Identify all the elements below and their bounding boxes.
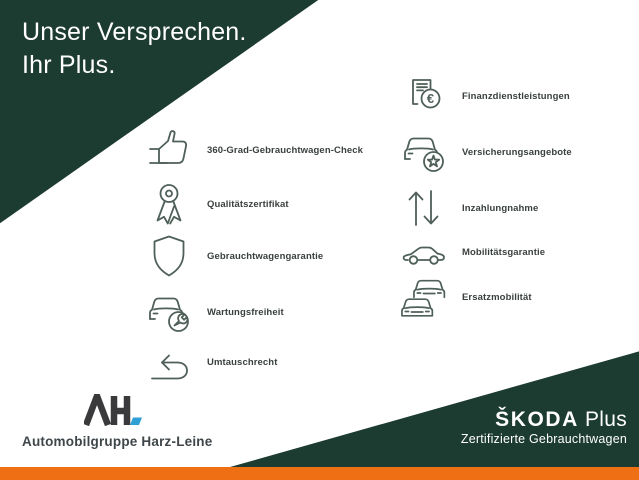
brand-wordmark: ŠKODA <box>495 408 579 431</box>
headline <box>22 16 247 82</box>
return-arrow-icon <box>143 338 195 386</box>
bottom-orange-bar <box>0 467 639 480</box>
brand-suffix: Plus <box>584 408 627 431</box>
headline-line2: Ihr Plus. <box>22 51 116 79</box>
feature-maintenance-free <box>143 288 284 336</box>
thumbs-up-icon <box>143 126 195 174</box>
feature-insurance-offers <box>398 128 572 176</box>
car-wrench-icon <box>143 288 195 336</box>
feature-replacement-mobility <box>398 273 532 321</box>
feature-360-check <box>143 126 363 174</box>
feature-label: Gebrauchtwagengarantie <box>207 250 324 262</box>
feature-used-car-warranty <box>143 232 323 280</box>
feature-label: Ersatzmobilität <box>462 291 532 303</box>
brand-tagline: Zertifizierte Gebrauchtwagen <box>460 432 627 446</box>
feature-mobility-guarantee <box>398 228 545 276</box>
car-side-icon <box>398 228 450 276</box>
euro-glyph: € <box>426 91 435 106</box>
feature-label: 360-Grad-Gebrauchtwagen-Check <box>207 144 363 156</box>
headline-line1: Unser Versprechen. <box>22 18 247 46</box>
feature-label: Inzahlungnahme <box>462 202 539 214</box>
dealer-logo-block <box>22 394 213 449</box>
feature-quality-certificate <box>143 180 289 228</box>
feature-label: Qualitätszertifikat <box>207 198 289 210</box>
feature-trade-in <box>398 184 538 232</box>
brand-block <box>461 408 627 446</box>
feature-label: Finanzdienstleistungen <box>462 90 570 102</box>
car-star-icon <box>398 128 450 176</box>
shield-icon <box>143 232 195 280</box>
feature-label: Wartungsfreiheit <box>207 306 284 318</box>
medal-ribbon-icon <box>143 180 195 228</box>
feature-label: Versicherungsangebote <box>462 146 572 158</box>
feature-label: Mobilitätsgarantie <box>462 246 546 258</box>
up-down-arrows-icon <box>398 184 450 232</box>
dealer-ah-monogram-icon <box>84 394 142 426</box>
dealer-name: Automobilgruppe Harz-Leine <box>22 434 213 449</box>
feature-label: Umtauschrecht <box>207 356 278 368</box>
two-cars-icon <box>398 273 450 321</box>
feature-exchange-right <box>143 338 277 386</box>
feature-financial-services <box>398 72 570 120</box>
document-euro-icon <box>398 72 450 120</box>
